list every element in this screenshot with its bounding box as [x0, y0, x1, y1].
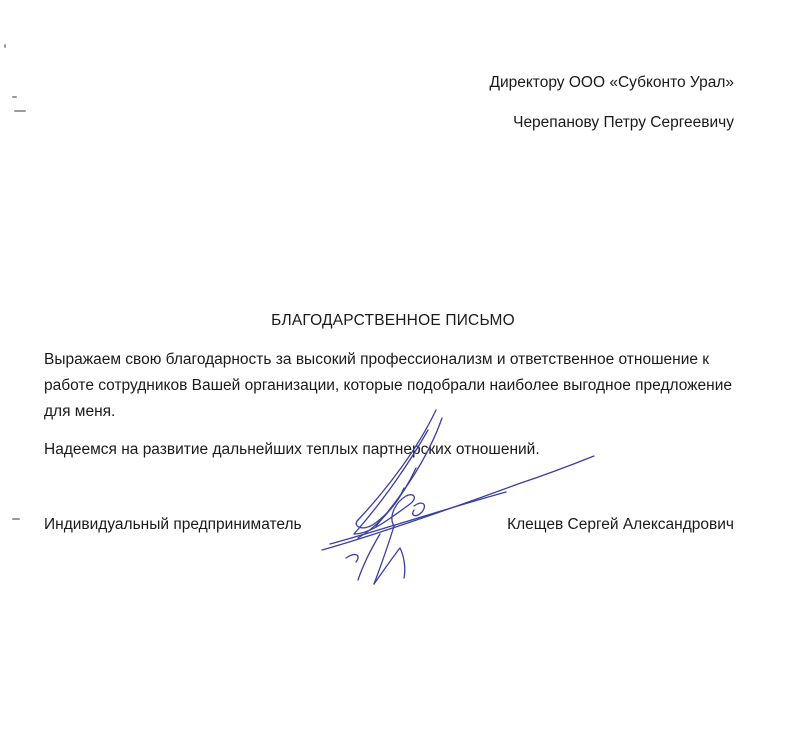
letter-title: БЛАГОДАРСТВЕННОЕ ПИСЬМО: [271, 312, 515, 329]
scan-speck: [14, 110, 26, 112]
scan-speck: [4, 44, 6, 48]
scan-speck: [12, 96, 17, 98]
signer-name: Клещев Сергей Александрович: [507, 516, 734, 533]
signer-position: Индивидуальный предприниматель: [44, 516, 302, 533]
addressee-name: Черепанову Петру Сергеевичу: [513, 114, 734, 131]
scan-speck: [12, 518, 20, 520]
handwritten-signature: [318, 408, 598, 588]
addressee-position: Директору ООО «Субконто Урал»: [489, 74, 734, 91]
body-paragraph-1: Выражаем свою благодарность за высокий профессионализм и ответственное отношение к работе сотрудников Вашей организации, которые подобрали наиболее выгодное предложение для меня.: [44, 351, 732, 420]
body-paragraph-2: Надеемся на развитие дальнейших теплых партнерских отношений.: [44, 441, 540, 458]
